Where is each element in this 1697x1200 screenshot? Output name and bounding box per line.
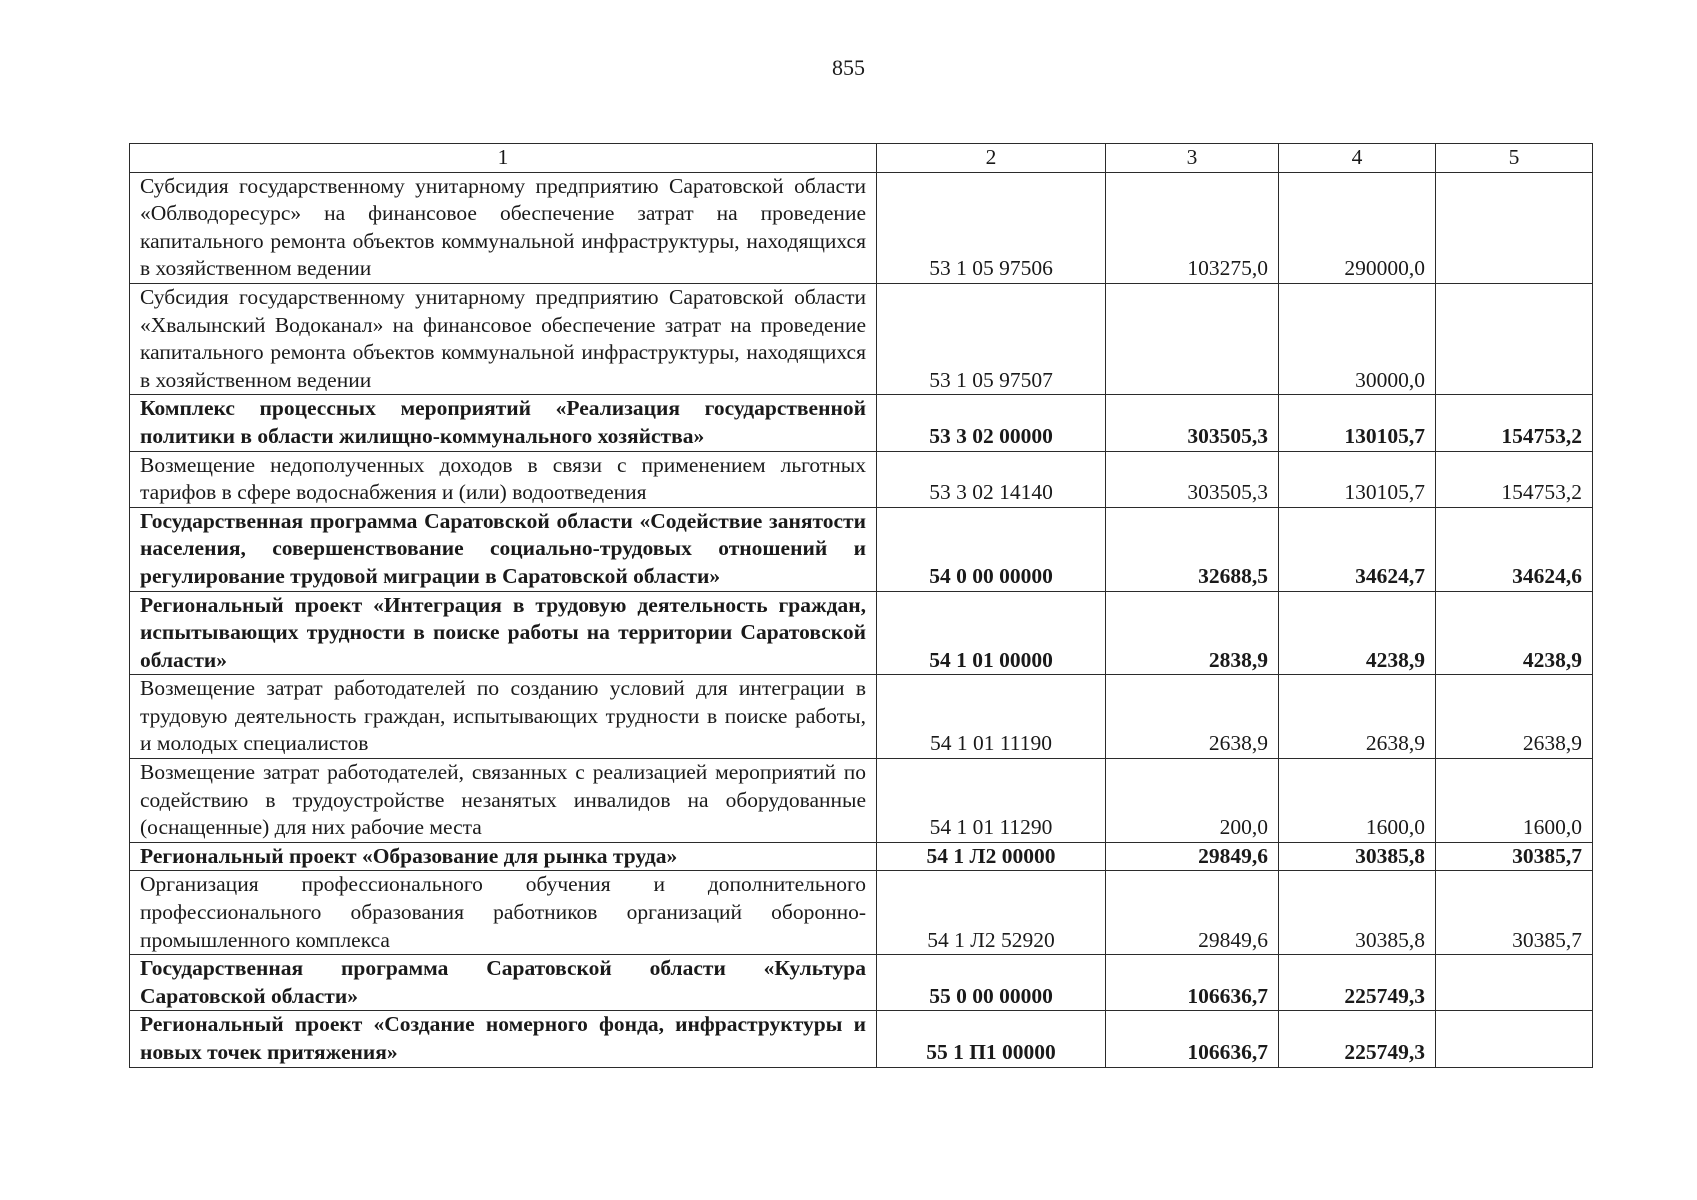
row-value-col3: 2638,9	[1106, 675, 1279, 759]
table-header-row	[130, 144, 1593, 173]
row-name-cell: Возмещение недополученных доходов в связи с применением льготных тарифов в сфере водоснабжения и (или) водоотведения	[130, 451, 877, 507]
row-value-col3: 303505,3	[1106, 395, 1279, 451]
table-row	[130, 591, 1593, 675]
table-row	[130, 451, 1593, 507]
column-header-1: 1	[130, 144, 877, 173]
column-header-4: 4	[1279, 144, 1436, 173]
row-code-cell: 54 1 01 11290	[877, 759, 1106, 843]
row-value-col3	[1106, 283, 1279, 394]
row-code-cell: 54 1 01 11190	[877, 675, 1106, 759]
row-name-cell: Субсидия государственному унитарному предприятию Саратовской области «Хвалынский Водоканал» на финансовое обеспечение затрат на проведение капитального ремонта объектов коммунальной инфраструктуры, находящихся в хозяйственном ведении	[130, 283, 877, 394]
budget-table	[129, 143, 1593, 1068]
row-name-cell: Государственная программа Саратовской области «Культура Саратовской области»	[130, 955, 877, 1011]
row-code-cell: 54 1 Л2 00000	[877, 842, 1106, 871]
row-value-col5	[1436, 172, 1593, 283]
row-value-col4: 290000,0	[1279, 172, 1436, 283]
row-name-cell: Возмещение затрат работодателей, связанных с реализацией мероприятий по содействию в трудоустройстве незанятых инвалидов на оборудованные (оснащенные) для них рабочие места	[130, 759, 877, 843]
row-value-col5	[1436, 1011, 1593, 1067]
row-value-col5: 4238,9	[1436, 591, 1593, 675]
table-row	[130, 675, 1593, 759]
row-value-col4: 30385,8	[1279, 842, 1436, 871]
table-row	[130, 759, 1593, 843]
column-header-5: 5	[1436, 144, 1593, 173]
page-number: 855	[832, 55, 865, 80]
table-row	[130, 871, 1593, 955]
row-value-col5: 30385,7	[1436, 842, 1593, 871]
row-code-cell: 53 3 02 00000	[877, 395, 1106, 451]
row-value-col4: 130105,7	[1279, 451, 1436, 507]
row-value-col5: 30385,7	[1436, 871, 1593, 955]
row-code-cell: 54 0 00 00000	[877, 507, 1106, 591]
row-value-col3: 200,0	[1106, 759, 1279, 843]
row-value-col4: 225749,3	[1279, 1011, 1436, 1067]
table-body	[130, 172, 1593, 1067]
row-name-cell: Государственная программа Саратовской области «Содействие занятости населения, совершенствование социально-трудовых отношений и регулирование трудовой миграции в Саратовской области»	[130, 507, 877, 591]
row-code-cell: 55 1 П1 00000	[877, 1011, 1106, 1067]
table-row	[130, 955, 1593, 1011]
row-name-cell: Возмещение затрат работодателей по созданию условий для интеграции в трудовую деятельность граждан, испытывающих трудности в поиске работы, и молодых специалистов	[130, 675, 877, 759]
row-code-cell: 55 0 00 00000	[877, 955, 1106, 1011]
row-value-col3: 106636,7	[1106, 1011, 1279, 1067]
row-code-cell: 53 1 05 97507	[877, 283, 1106, 394]
row-code-cell: 53 3 02 14140	[877, 451, 1106, 507]
table-row	[130, 395, 1593, 451]
table-row	[130, 283, 1593, 394]
row-name-cell: Субсидия государственному унитарному предприятию Саратовской области «Облводоресурс» на финансовое обеспечение затрат на проведение капитального ремонта объектов коммунальной инфраструктуры, находящихся в хозяйственном ведении	[130, 172, 877, 283]
row-value-col4: 130105,7	[1279, 395, 1436, 451]
row-value-col3: 2838,9	[1106, 591, 1279, 675]
row-name-cell: Региональный проект «Образование для рынка труда»	[130, 842, 877, 871]
row-value-col4: 1600,0	[1279, 759, 1436, 843]
row-code-cell: 53 1 05 97506	[877, 172, 1106, 283]
row-value-col4: 30000,0	[1279, 283, 1436, 394]
row-name-cell: Региональный проект «Интеграция в трудовую деятельность граждан, испытывающих трудности в поиске работы на территории Саратовской области»	[130, 591, 877, 675]
table-row	[130, 842, 1593, 871]
row-code-cell: 54 1 Л2 52920	[877, 871, 1106, 955]
row-value-col4: 2638,9	[1279, 675, 1436, 759]
row-value-col5: 2638,9	[1436, 675, 1593, 759]
row-code-cell: 54 1 01 00000	[877, 591, 1106, 675]
row-value-col5: 154753,2	[1436, 395, 1593, 451]
column-header-2: 2	[877, 144, 1106, 173]
row-value-col3: 103275,0	[1106, 172, 1279, 283]
row-value-col5: 34624,6	[1436, 507, 1593, 591]
table-row	[130, 172, 1593, 283]
row-value-col3: 32688,5	[1106, 507, 1279, 591]
table-row	[130, 1011, 1593, 1067]
row-value-col3: 303505,3	[1106, 451, 1279, 507]
column-header-3: 3	[1106, 144, 1279, 173]
row-value-col5	[1436, 955, 1593, 1011]
row-value-col3: 29849,6	[1106, 842, 1279, 871]
row-value-col5: 1600,0	[1436, 759, 1593, 843]
row-name-cell: Организация профессионального обучения и дополнительного профессионального образования работников организаций оборонно-промышленного комплекса	[130, 871, 877, 955]
row-value-col3: 106636,7	[1106, 955, 1279, 1011]
row-value-col4: 225749,3	[1279, 955, 1436, 1011]
row-name-cell: Комплекс процессных мероприятий «Реализация государственной политики в области жилищно-коммунального хозяйства»	[130, 395, 877, 451]
row-value-col4: 34624,7	[1279, 507, 1436, 591]
table-row	[130, 507, 1593, 591]
row-value-col4: 4238,9	[1279, 591, 1436, 675]
row-value-col4: 30385,8	[1279, 871, 1436, 955]
row-name-cell: Региональный проект «Создание номерного фонда, инфраструктуры и новых точек притяжения»	[130, 1011, 877, 1067]
row-value-col5	[1436, 283, 1593, 394]
row-value-col3: 29849,6	[1106, 871, 1279, 955]
row-value-col5: 154753,2	[1436, 451, 1593, 507]
